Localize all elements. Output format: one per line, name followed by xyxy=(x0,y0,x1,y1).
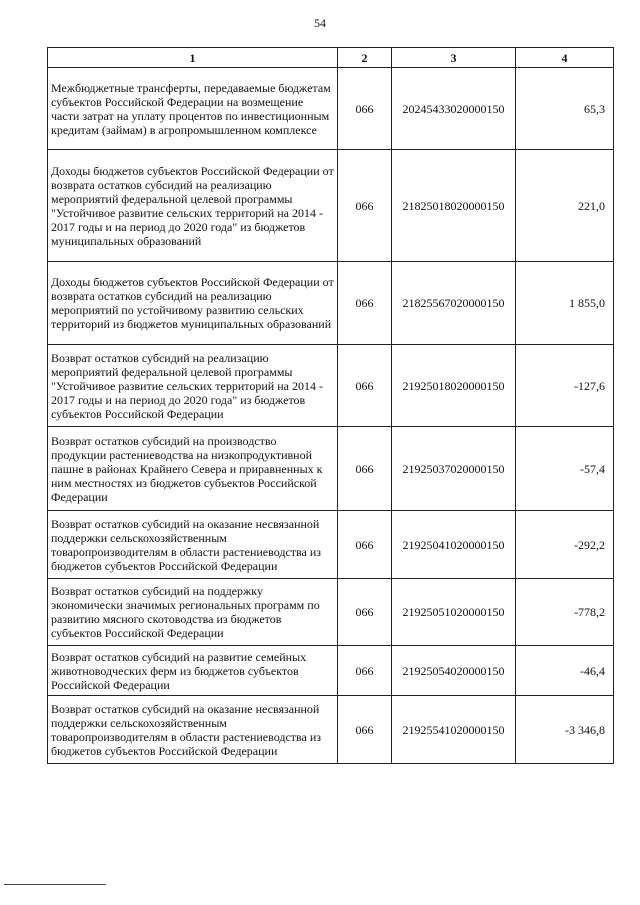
row-name: Возврат остатков субсидий на производство продукции растениеводства на низкопродуктивной пашне в районах Крайнего Севера и приравненных к ним местностях из бюджетов субъектов Российской Федерации xyxy=(48,427,338,511)
row-kbk-code: 21925051020000150 xyxy=(392,579,516,646)
column-header-4: 4 xyxy=(516,48,614,68)
row-name: Возврат остатков субсидий на оказание несвязанной поддержки сельскохозяйственным товаропроизводителям в области растениеводства из бюджетов субъектов Российской Федерации xyxy=(48,696,338,764)
page-number: 54 xyxy=(314,16,326,30)
budget-table xyxy=(47,47,614,764)
table-row xyxy=(48,579,614,646)
footnote-divider xyxy=(4,884,106,885)
row-kbk-code: 21925541020000150 xyxy=(392,696,516,764)
row-kbk-code: 21925018020000150 xyxy=(392,345,516,427)
row-amount: -778,2 xyxy=(516,579,614,646)
table-row xyxy=(48,646,614,696)
row-name: Возврат остатков субсидий на развитие семейных животноводческих ферм из бюджетов субъектов Российской Федерации xyxy=(48,646,338,696)
row-amount: 221,0 xyxy=(516,150,614,262)
row-amount: -3 346,8 xyxy=(516,696,614,764)
table-row xyxy=(48,150,614,262)
row-admin-code: 066 xyxy=(338,579,392,646)
row-admin-code: 066 xyxy=(338,68,392,150)
table-row xyxy=(48,696,614,764)
row-admin-code: 066 xyxy=(338,345,392,427)
table-row xyxy=(48,427,614,511)
row-admin-code: 066 xyxy=(338,696,392,764)
column-header-1: 1 xyxy=(48,48,338,68)
table-row xyxy=(48,68,614,150)
row-admin-code: 066 xyxy=(338,511,392,579)
row-amount: 1 855,0 xyxy=(516,262,614,345)
column-header-2: 2 xyxy=(338,48,392,68)
row-name: Возврат остатков субсидий на оказание несвязанной поддержки сельскохозяйственным товаропроизводителям в области растениеводства из бюджетов субъектов Российской Федерации xyxy=(48,511,338,579)
row-kbk-code: 21925037020000150 xyxy=(392,427,516,511)
row-amount: -292,2 xyxy=(516,511,614,579)
table-body xyxy=(48,68,614,764)
row-admin-code: 066 xyxy=(338,646,392,696)
row-name: Доходы бюджетов субъектов Российской Федерации от возврата остатков субсидий на реализацию мероприятий федеральной целевой программы "Устойчивое развитие сельских территорий на 2014 - 2017 годы и на период до 2020 года" из бюджетов муниципальных образований xyxy=(48,150,338,262)
row-name: Возврат остатков субсидий на реализацию мероприятий федеральной целевой программы "Устойчивое развитие сельских территорий на 2014 - 2017 годы и на период до 2020 года" из бюджетов субъектов Российской Федерации xyxy=(48,345,338,427)
row-kbk-code: 21825018020000150 xyxy=(392,150,516,262)
table-header xyxy=(48,48,614,68)
table-row xyxy=(48,511,614,579)
row-name: Межбюджетные трансферты, передаваемые бюджетам субъектов Российской Федерации на возмещение части затрат на уплату процентов по инвестиционным кредитам (займам) в агропромышленном комплексе xyxy=(48,68,338,150)
row-kbk-code: 21925054020000150 xyxy=(392,646,516,696)
row-admin-code: 066 xyxy=(338,262,392,345)
row-kbk-code: 20245433020000150 xyxy=(392,68,516,150)
column-header-3: 3 xyxy=(392,48,516,68)
row-kbk-code: 21825567020000150 xyxy=(392,262,516,345)
row-amount: -57,4 xyxy=(516,427,614,511)
table-row xyxy=(48,262,614,345)
row-amount: 65,3 xyxy=(516,68,614,150)
row-admin-code: 066 xyxy=(338,427,392,511)
row-amount: -46,4 xyxy=(516,646,614,696)
table-row xyxy=(48,345,614,427)
row-name: Возврат остатков субсидий на поддержку экономически значимых региональных программ по развитию мясного скотоводства из бюджетов субъектов Российской Федерации xyxy=(48,579,338,646)
row-amount: -127,6 xyxy=(516,345,614,427)
row-name: Доходы бюджетов субъектов Российской Федерации от возврата остатков субсидий на реализацию мероприятий по устойчивому развитию сельских территорий из бюджетов муниципальных образований xyxy=(48,262,338,345)
row-kbk-code: 21925041020000150 xyxy=(392,511,516,579)
header-row xyxy=(48,48,614,68)
row-admin-code: 066 xyxy=(338,150,392,262)
